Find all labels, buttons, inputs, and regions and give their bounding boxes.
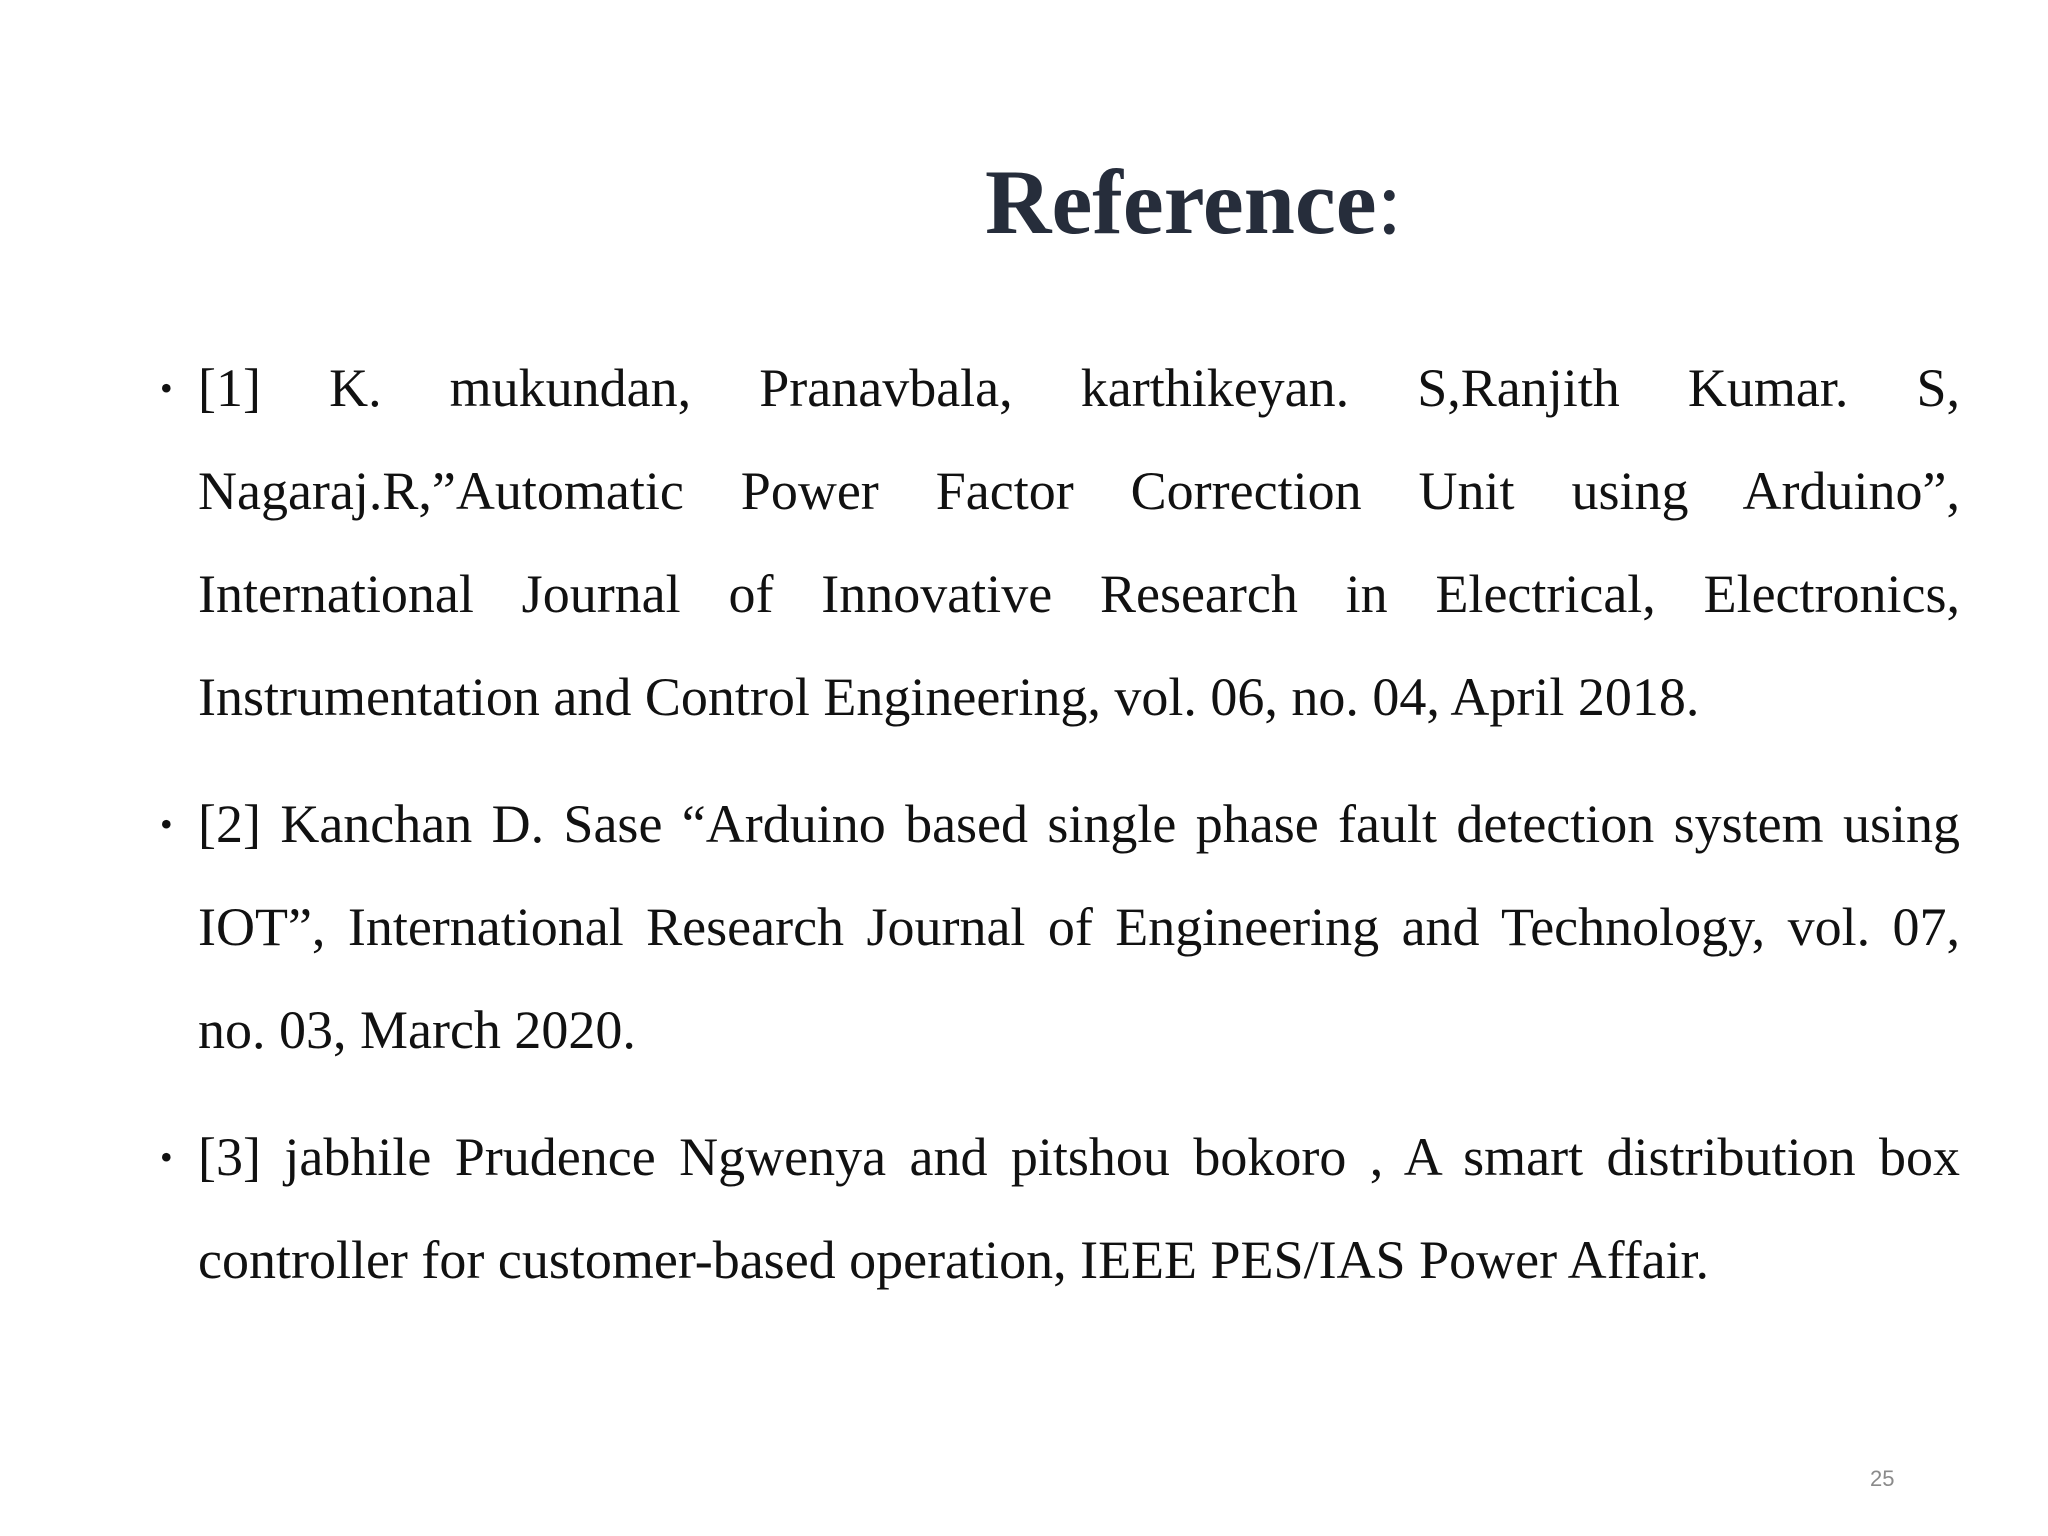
reference-text-2: [2] Kanchan D. Sase “Arduino based single phase fault detection system using IOT”, International Research Journal of Engineering and Technology, vol. 07, no. 03, March 2020.: [198, 794, 1960, 1060]
reference-item-2: [150, 773, 1960, 1082]
reference-text-3: [3] jabhile Prudence Ngwenya and pitshou bokoro , A smart distribution box controller for customer-based operation, IEEE PES/IAS Power Affair.: [198, 1127, 1960, 1290]
bullet-icon: •: [160, 804, 173, 844]
reference-list: [150, 337, 1960, 1336]
bullet-icon: •: [160, 368, 173, 408]
reference-item-3: [150, 1106, 1960, 1312]
page-number: 25: [1870, 1466, 1895, 1491]
bullet-icon: •: [160, 1137, 173, 1177]
reference-text-1: [1] K. mukundan, Pranavbala, karthikeyan. S,Ranjith Kumar. S, Nagaraj.R,”Automatic Power Factor Correction Unit using Arduino”, International Journal of Innovative Research in Electrical, Electronics, Instrumentation and Control Engineering, vol. 06, no. 04, April 2018.: [198, 358, 1960, 727]
slide-title: [985, 152, 1402, 253]
reference-item-1: [150, 337, 1960, 749]
title-text: Reference: [985, 151, 1377, 253]
title-colon: :: [1376, 151, 1403, 253]
